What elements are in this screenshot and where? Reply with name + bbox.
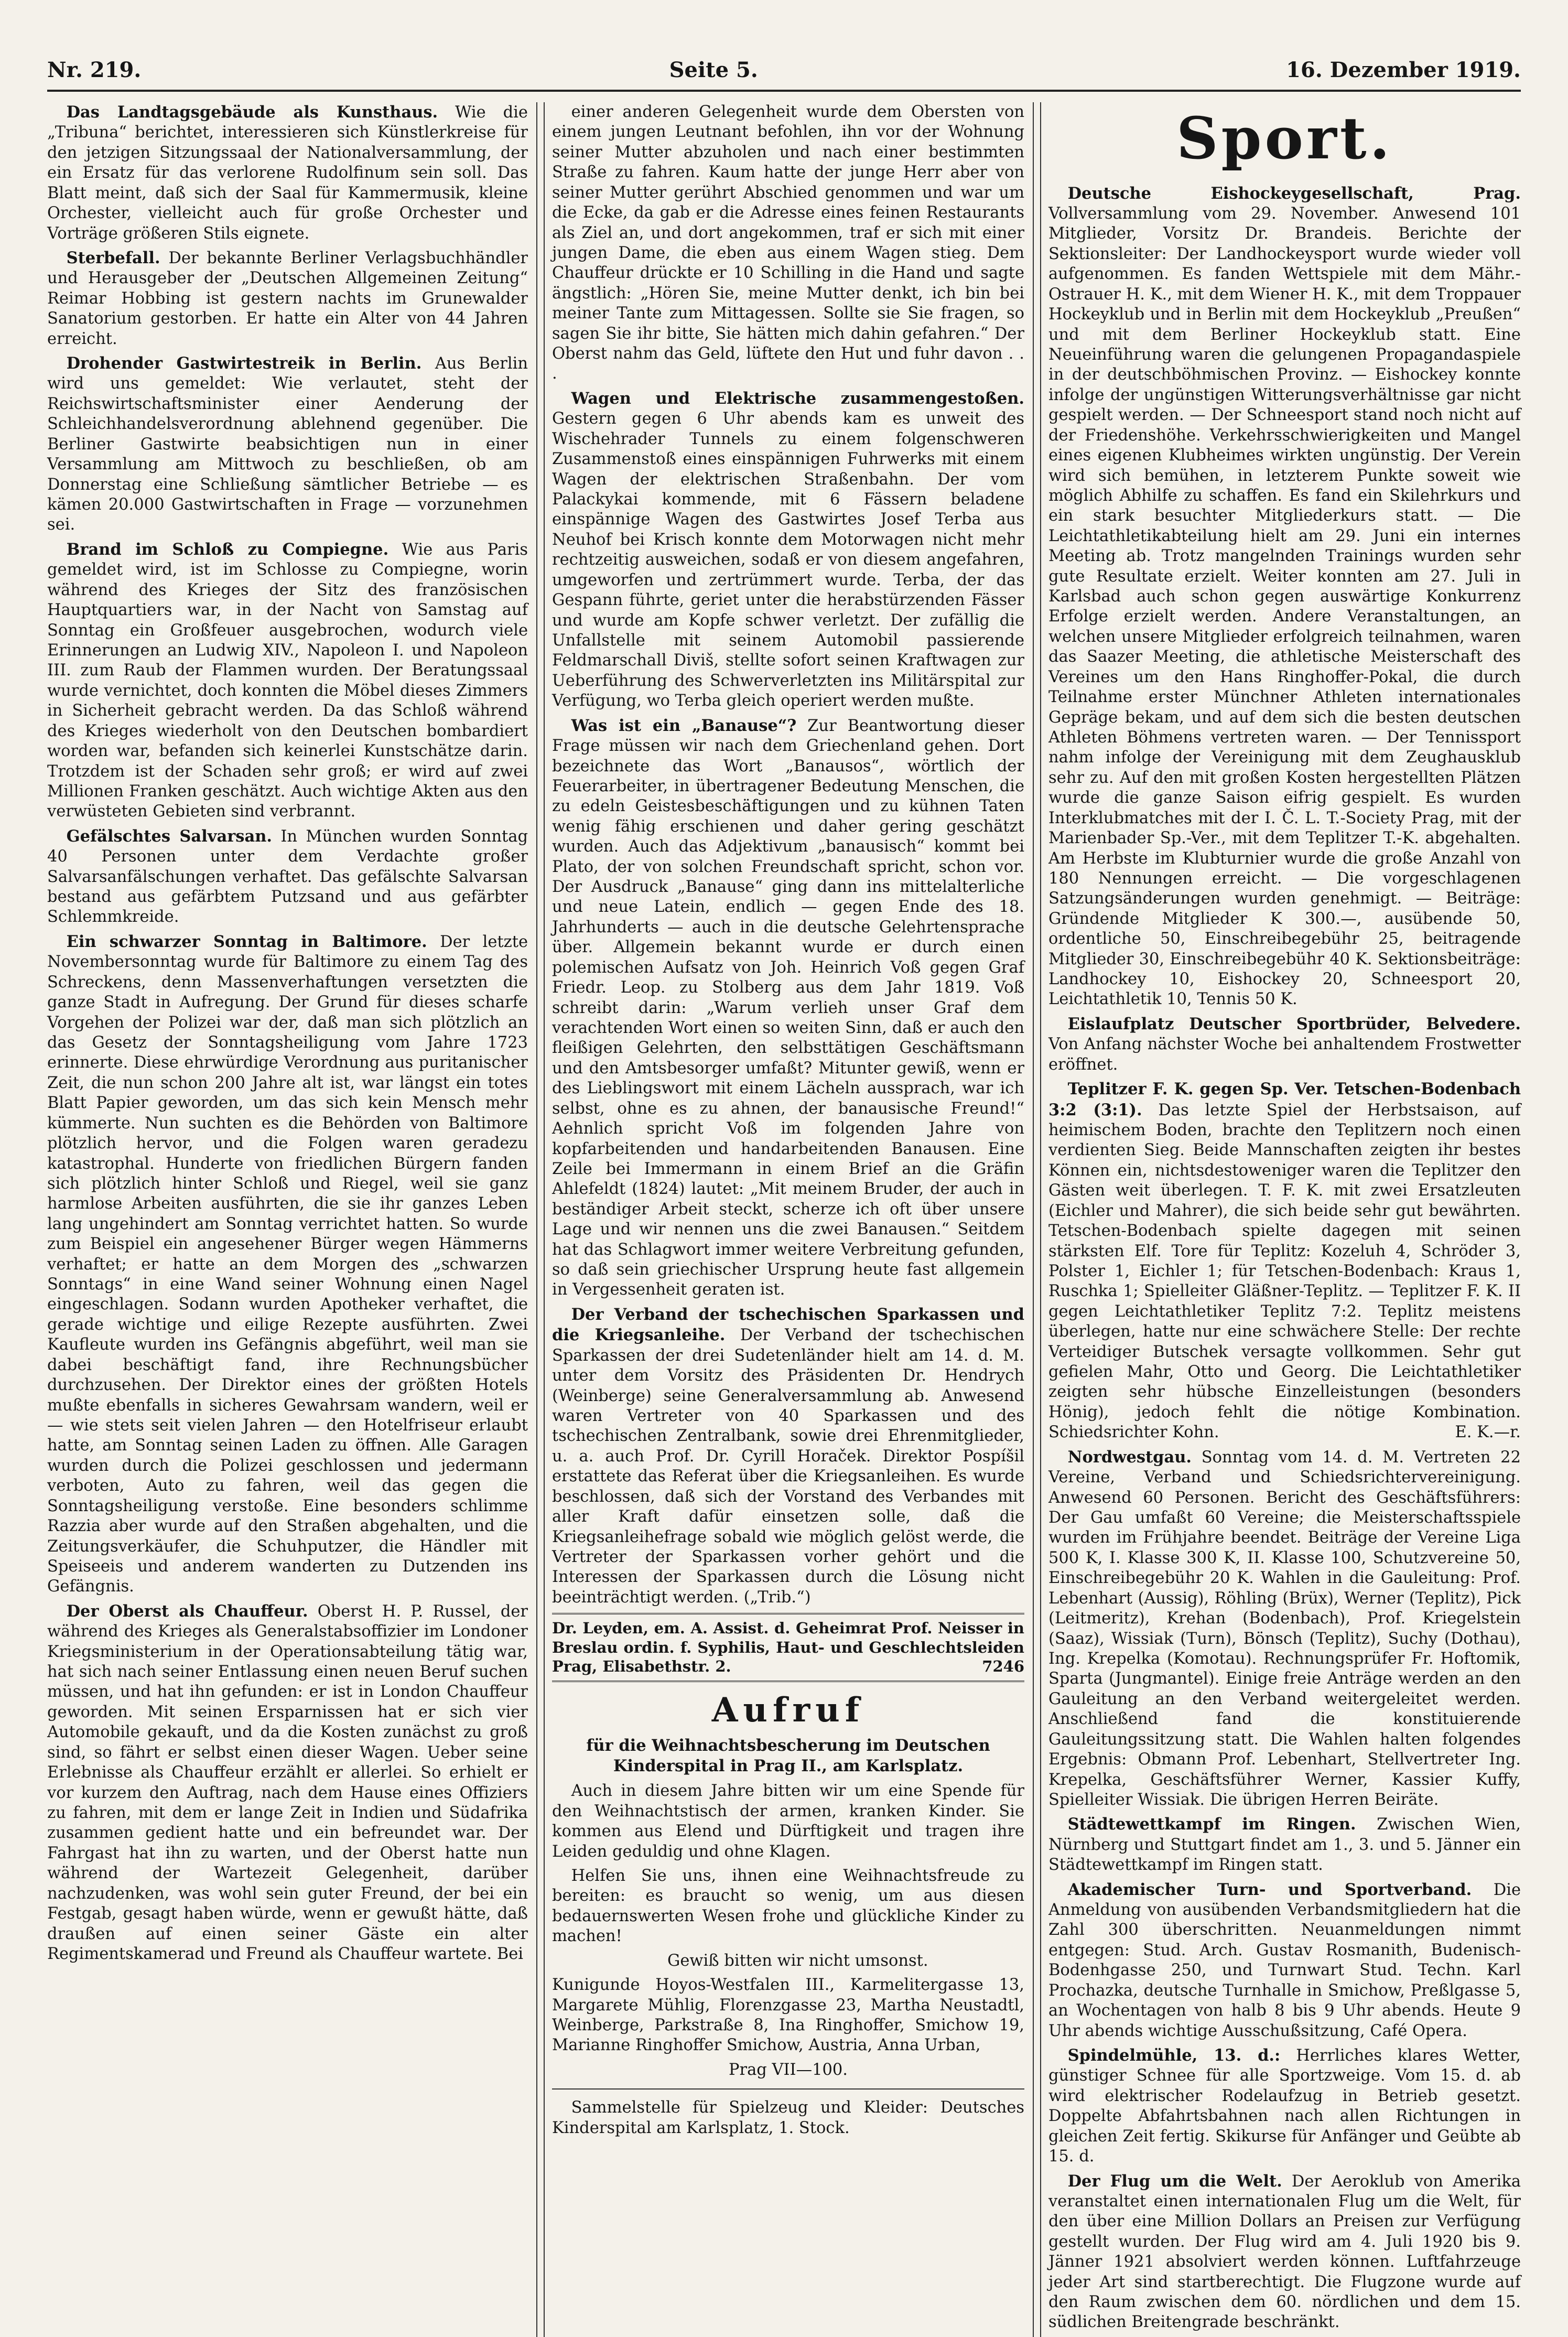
article-paragraph <box>1048 184 1521 1010</box>
column-right <box>1040 102 1521 2337</box>
article-heading: Der Oberst als Chauffeur. <box>66 1601 308 1621</box>
article-text: Zur Beantwortung dieser Frage müssen wir nach dem Griechenland gehen. Dort bezeichnete das Wort „Banausos“, wörtlich der Feuerarbeiter, in übertragener Bedeutung Menschen, die zu edeln Geistesbeschäftigungen und zu kühnen Taten wenig fähig erschienen und daher gering geschätzt wurden. Auch das Adjektivum „banausisch“ kommt bei Plato, der von solchen Freundschaft spricht, schon vor. Der Ausdruck „Banause“ ging dann ins mittelalterliche und neue Latein, endlich — gegen Ende des 18. Jahrhunderts — auch in die deutsche Gelehrtensprache über. Allgemein bekannt wurde er durch einen polemischen Aufsatz von Joh. Heinrich Voß gegen Graf Friedr. Leop. zu Stolberg aus dem Jahr 1819. Voß schreibt darin: „Warum verlieh unser Graf dem verachtenden Wort einen so weiten Sinn, daß er auch den fleißigen Gelehrten, den selbsttätigen Geschäftsmann und den Amtsbesorger umfaßt? Mitunter gewiß, wenn er des Lieblingswort mit einem Lächeln aussprach, war ich selbst, ohne es zu ahnen, der banausische Freund!“ Aehnlich spricht Voß im folgenden Jahre von kopfarbeitenden und handarbeitenden Banausen. Eine Zeile bei Immermann in einem Brief an die Gräfin Ahlefeldt (1824) lautet: „Mit meinem Bruder, der auch in beständiger Arbeit steckt, scherze ich oft über unsere Lage und wir nennen uns die zwei Banausen.“ Seitdem hat das Schlagwort immer weitere Verbreitung gefunden, so daß sein griechischer Ursprung heute fast allgemein in Vergessenheit geraten ist. <box>552 716 1024 1299</box>
article-text: In München wurden Sonntag 40 Personen unter dem Verdachte großer Salvarsanfälschungen verhaftet. Das gefälschte Salvarsan bestand aus gefärbtem Putzsand und aus gefärbter Schlemmkreide. <box>47 827 528 927</box>
appeal-subtitle: für die Weihnachtsbescherung im Deutschen Kinderspital in Prag II., am Karlsplatz. <box>586 1736 990 1775</box>
article-text: einer anderen Gelegenheit wurde dem Obersten von einem jungen Leutnant befohlen, ihn vor der Wohnung seiner Mutter abzuholen und nach einer bestimmten Straße zu fahren. Kaum hatte der junge Herr aber von seiner Mutter gerührt Abschied genommen und war um die Ecke, da gab er die Adresse eines feinen Restaurants als Ziel an, und dort angekommen, traf er sich mit einer jungen Dame, die eben aus einem Wagen stieg. Dem Chauffeur drückte er 10 Schilling in die Hand und sagte ängstlich: „Hören Sie, meine Mutter denkt, ich bin bei meiner Tante zum Mittagessen. Sollte sie Sie fragen, so sagen Sie ihr bitte, Sie hätten mich dahin gefahren.“ Der Oberst nahm das Geld, lüftete den Hut und fuhr davon . . . <box>552 103 1024 383</box>
sport-title: Sport. <box>1176 104 1393 172</box>
article-text: Das letzte Spiel der Herbstsaison, auf heimischem Boden, brachte den Teplitzern noch einen verdienten Sieg. Beide Mannschaften zeigten ihr bestes Können ein, nichtsdestoweniger waren die Teplitzer den Gästen weit überlegen. T. F. K. mit zwei Ersatzleuten (Eichler und Mahrer), die sich beide sehr gut bewährten. Tetschen-Bodenbach spielte dagegen mit seinen stärksten Elf. Tore für Teplitz: Kozeluh 4, Schröder 3, Polster 1, Eichler 1; für Tetschen-Bodenbach: Kraus 1, Ruschka 1; Spielleiter Gläßner-Teplitz. — Teplitzer F. K. II gegen Leichtathletiker Teplitz 7:2. Teplitz meistens überlegen, hatte nur eine schwächere Stelle: Der rechte Verteidiger Butschek versagte vollkommen. Sehr gut gefielen Mahr, Otto und Georg. Die Leichtathletiker zeigten sehr hübsche Einzelleistungen (besonders Hönig), jedoch fehlt die nötige Kombination. Schiedsrichter Kohn. <box>1048 1101 1521 1442</box>
article-text: Wie aus Paris gemeldet wird, ist im Schlosse zu Compiegne, worin während des Krieges der Sitz des französischen Hauptquartiers war, in der Nacht von Samstag auf Sonntag ein Großfeuer ausgebrochen, wodurch viele Erinnerungen an Ludwig XIV., Napoleon I. und Napoleon III. zum Raub der Flammen wurden. Der Beratungssaal wurde vernichtet, doch konnten die Möbel dieses Zimmers in Sicherheit gebracht werden. Da das Schloß während des Krieges wiederholt von den Deutschen bombardiert worden war, befanden sich keinerlei Kunstschätze darin. Trotzdem ist der Schaden sehr groß; er wird auf zwei Millionen Franken geschätzt. Auch wichtige Akten aus den verwüsteten Gebieten sind verbrannt. <box>47 540 528 821</box>
article-paragraph <box>1048 2171 1521 2333</box>
article-text: Der Verband der tschechischen Sparkassen der drei Sudetenländer hielt am 14. d. M. unter dem Vorsitz des Präsidenten Dr. Hendrych (Weinberge) seine Generalversammlung ab. Anwesend waren Vertreter von 40 Sparkassen und des tschechischen Zentralbank, sowie drei Ehrenmitglieder, u. a. auch Prof. Dr. Cyrill Horaček. Direktor Pospíšil erstattete das Referat über die Kriegsanleihen. Es wurde beschlossen, daß sich der Vorstand des Verbandes mit aller Kraft dafür einsetzen solle, daß die Kriegsanleihefrage sobald wie möglich gelöst werde, die Vertreter der Sparkassen vorher gehört und die Interessen der Sparkassen durch die Lösung nicht beeinträchtigt werden. („Trib.“) <box>552 1326 1024 1607</box>
issue-number: Nr. 219. <box>47 58 142 82</box>
article-heading: Akademischer Turn- und Sportverband. <box>1067 1880 1472 1899</box>
article-paragraph <box>1048 1014 1521 1075</box>
divider <box>552 2088 1024 2090</box>
appeal-paragraph: Auch in diesem Jahre bitten wir um eine Spende für den Weihnachtstisch der armen, kranken Kinder. Sie kommen aus Elend und Dürftigkeit und tragen ihre Leiden geduldig und ohne Klagen. <box>552 1782 1024 1861</box>
article-paragraph <box>47 102 528 244</box>
article-heading: Drohender Gastwirtestreik in Berlin. <box>66 354 422 373</box>
article-heading: Städtewettkampf im Ringen. <box>1067 1815 1356 1834</box>
article-paragraph <box>552 389 1024 712</box>
sport-articles <box>1048 184 1521 2333</box>
article-heading: Spindelmühle, 13. d.: <box>1067 2045 1281 2065</box>
appeal-title: Aufruf <box>711 1690 865 1730</box>
article-paragraph <box>47 826 528 928</box>
article-heading: Der Verband der tschechischen Sparkassen und die Kriegsanleihe. <box>552 1305 1024 1345</box>
article-text: Herrliches klares Wetter, günstiger Schnee für alle Sportzweige. Vom 15. d. ab wird elektrischer Rodelaufzug in Betrieb gesetzt. Doppelte Abfahrtsbahnen nach allen Richtungen in gleichen Zeit fertig. Skikurse für Anfänger und Geübte ab 15. d. <box>1048 2046 1521 2166</box>
doctor-ad <box>552 1613 1024 1682</box>
article-paragraph <box>1048 1880 1521 2041</box>
article-paragraph <box>1048 1079 1521 1443</box>
page-header <box>47 58 1521 92</box>
article-text: Der Aeroklub von Amerika veranstaltet einen internationalen Flug um die Welt, für den über eine Million Dollars an Preisen zur Verfügung gestellt wurden. Der Flug wird am 4. Juli 1920 bis 9. Jänner 1921 absolviert werden können. Luftfahrzeuge jeder Art sind startberechtigt. Die Flugzone wurde auf den Raum zwischen dem 60. nördlichen und dem 15. südlichen Breitengrade beschränkt. <box>1048 2172 1521 2332</box>
ad-number: 7246 <box>982 1657 1024 1676</box>
column-middle <box>544 102 1024 2337</box>
article-heading: Das Landtagsgebäude als Kunsthaus. <box>66 103 438 122</box>
article-text: Oberst H. P. Russel, der während des Krieges als Generalstabsoffizier im Londoner Kriegsministerium in der Operationsabteilung tätig war, hat sich nach seiner Entlassung einen neuen Beruf suchen müssen, und hat ihn gefunden: er ist in London Chauffeur geworden. Mit seinen Ersparnissen hat er sich vier Automobile gekauft, und da die Kosten zunächst zu groß sind, so fährt er selbst einen dieser Wagen. Ueber seine Erlebnisse als Chauffeur erzählt er allerlei. So erhielt er vor kurzem den Auftrag, nach dem Hause eines Offiziers zu fahren, mit dem er lange Zeit in Indien und Südafrika zusammen gedient hatte und ein befreundet war. Der Fahrgast hat ihn zu warten, und der Oberst hatte nun während der Wartezeit Gelegenheit, darüber nachzudenken, was wohl sein guter Freund, der bei ein Festgab, gesagt haben würde, wenn er gewußt hätte, daß draußen auf einen seiner Gäste ein alter Regimentskamerad und Freund als Chauffeur wartete. Bei <box>47 1602 528 1963</box>
article-heading: Gefälschtes Salvarsan. <box>66 826 272 846</box>
article-heading: Deutsche Eishockeygesellschaft, Prag. <box>1067 184 1521 203</box>
article-heading: Nordwestgau. <box>1067 1447 1192 1467</box>
column-left <box>47 102 528 2337</box>
appeal-signers: Kunigunde Hoyos-Westfalen III., Karmelitergasse 13, Margarete Mühlig, Florenzgasse 23, Martha Neustadtl, Weinberge, Parkstraße 8, Ina Ringhoffer, Smichow 19, Marianne Ringhoffer Smichow, Austria, Anna Urban, <box>552 1976 1024 2055</box>
article-paragraph <box>1048 1447 1521 1811</box>
appeal-paragraph: Helfen Sie uns, ihnen eine Weihnachtsfreude zu bereiten: es braucht so wenig, um aus diesen bedauernswerten Wesen frohe und glückliche Kinder zu machen! <box>552 1866 1024 1946</box>
article-text: Sonntag vom 14. d. M. Vertreten 22 Vereine, Verband und Schiedsrichtervereinigung. Anwesend 60 Personen. Bericht des Geschäftsführers: Der Gau umfaßt 60 Vereine; die Meisterschaftsspiele wurden im Frühjahre beendet. Beiträge der Vereine Liga 500 K, I. Klasse 300 K, II. Klasse 100, Schutzvereine 50, Einschreibegebühr 20 K. Wahlen in die Gauleitung: Prof. Lebenhart (Aussig), Röhling (Brüx), Werner (Teplitz), Pick (Leitmeritz), Krehan (Bodenbach), Prof. Kriegelstein (Saaz), Wissiak (Turn), Bönsch (Teplitz), Suchy (Dothau), Ing. Krepelka (Komotau). Rechnungsprüfer Fr. Hoftomik, Sparta (Jungmantel). Einige freie Anträge werden an den Gauleitung an den Verband weitergeleitet werden. Anschließend fand die konstituierende Gauleitungssitzung statt. Die Wahlen halten folgendes Ergebnis: Obmann Prof. Lebenhart, Stellvertreter Ing. Krepelka, Geschäftsführer Werner, Kassier Kuffy, Spielleiter Wissiak. Die übrigen Herren Beiräte. <box>1048 1448 1521 1809</box>
appeal-paragraph: Gewiß bitten wir nicht umsonst. <box>667 1951 928 1970</box>
article-text: Gestern gegen 6 Uhr abends kam es unweit des Wischehrader Tunnels zu einem folgenschweren Zusammenstoß eines einspännigen Fuhrwerks mit einem Wagen der elektrischen Straßenbahn. Der vom Palackykai kommende, mit 6 Fässern beladene einspännige Wagen des Gastwirtes Josef Terba aus Neuhof bei Krisch konnte dem Motorwagen nicht mehr rechtzeitig ausweichen, sodaß er von diesem angefahren, umgeworfen und zertrümmert wurde. Terba, der das Gespann führte, geriet unter die herabstürzenden Fässer und wurde am Kopfe schwer verletzt. Der zufällig die Unfallstelle mit seinem Automobil passierende Feldmarschall Diviš, stellte sofort seinen Kraftwagen zur Ueberführung des Schwerverletzten ins Militärspital zur Verfügung, wo Terba gleich operiert werden mußte. <box>552 410 1024 710</box>
article-heading: Brand im Schloß zu Compiegne. <box>66 540 389 559</box>
article-paragraph <box>47 248 528 349</box>
article-paragraph <box>47 1601 528 1965</box>
article-heading: Eislaufplatz Deutscher Sportbrüder, Belvedere. <box>1067 1014 1521 1033</box>
article-paragraph <box>1048 1814 1521 1875</box>
article-text: Die Anmeldung von ausübenden Verbandsmitgliedern hat die Zahl 300 überschritten. Neuanmeldungen nimmt entgegen: Stud. Arch. Gustav Rosmanith, Budenisch-Bodenhgasse 250, und Turnwart Stud. Techn. Karl Prochazka, deutsche Turnhalle in Smichow, Preßlgasse 5, an Wochentagen von halb 8 bis 9 Uhr abends. Heute 9 Uhr abends wichtige Ausschußsitzung, Café Opera. <box>1048 1880 1521 2040</box>
article-text: Der letzte Novembersonntag wurde für Baltimore zu einem Tag des Schreckens, denn Massenverhaftungen versetzten die ganze Stadt in Aufregung. Der Grund für dieses scharfe Vorgehen der Polizei war der, daß man sich plötzlich an das Gesetz der Sonntagsheiligung vom Jahre 1723 erinnerte. Diese ehrwürdige Verordnung aus puritanischer Zeit, die nun schon 200 Jahre alt ist, war längst ein totes Blatt Papier geworden, um das sich kein Mensch mehr kümmerte. Nun suchten es die Behörden von Baltimore plötzlich hervor, und die Folgen waren geradezu katastrophal. Hunderte von friedlichen Bürgern fanden sich plötzlich hinter Schloß und Riegel, weil sie ganz harmlose Arbeiten ausführten, die sie ihr ganzes Leben lang ungehindert am Sonntag verrichtet hatten. So wurde zum Beispiel ein angesehener Bürger wegen Hämmerns verhaftet; er hatte an dem Morgen des „schwarzen Sonntags“ in eine Wand seiner Wohnung einen Nagel eingeschlagen. Sodann wurden Apotheker verhaftet, die gerade wichtige und eilige Rezepte ausführten. Zwei Kaufleute wurden ins Gefängnis abgeführt, weil man sie dabei beschäftigt fand, ihre Rechnungsbücher durchzusehen. Der Direktor eines der größten Hotels mußte ebenfalls in sicheres Gewahrsam wandern, weil er — wie stets seit vielen Jahren — den Hotelfriseur erlaubt hatte, am Sonntag seinen Laden zu öffnen. Alle Garagen wurden durch die Polizei geschlossen und jedermann verboten, Auto zu fahren, weil das gegen die Sonntagsheiligung verstoße. Eine besonders schlimme Razzia aber wurde auf den Straßen abgehalten, und die Zeitungsverkäufer, die Schuhputzer, die Händler mit Speiseeis und anderem wanderten zu Dutzenden ins Gefängnis. <box>47 932 528 1596</box>
article-heading: Der Flug um die Welt. <box>1067 2171 1282 2191</box>
article-paragraph <box>47 540 528 822</box>
ad-text: Dr. Leyden, em. A. Assist. d. Geheimrat Prof. Neisser in Breslau ordin. f. Syphilis, Haut- und Geschlechtsleiden Prag, Elisabethstr. 2. <box>552 1619 1024 1676</box>
article-heading: Wagen und Elektrische zusammengestoßen. <box>571 389 1024 408</box>
article-text: Aus Berlin wird uns gemeldet: Wie verlautet, steht der Reichswirtschaftsminister einer Aenderung der Schleichhandelsverordnung ablehnend gegenüber. Die Berliner Gastwirte beabsichtigen nun in einer Versammlung am Mittwoch zu beschließen, ob am Donnerstag eine Schließung sämtlicher Betriebe — es kämen 20.000 Gastwirtschaften in Frage — vorzunehmen sei. <box>47 354 528 534</box>
appeal <box>552 1689 1024 2138</box>
article-heading: Teplitzer F. K. gegen Sp. Ver. Tetschen-Bodenbach 3:2 (3:1). <box>1048 1080 1521 1119</box>
article-heading: Sterbefall. <box>66 248 160 267</box>
appeal-city: Prag VII—100. <box>728 2060 848 2079</box>
middle-articles <box>552 102 1024 1608</box>
article-text: Von Anfang nächster Woche bei anhaltendem Frostwetter eröffnet. <box>1048 1035 1521 1074</box>
article-text: Wie die „Tribuna“ berichtet, interessieren sich Künstlerkreise für den jetzigen Sitzungssaal der Nationalversammlung, der ein Ersatz für das verlorene Rudolfinum sein soll. Das Blatt meint, daß sich der Saal für Kammermusik, kleine Orchester, vielleicht auch für große Orchester und Vorträge größeren Stils eignete. <box>47 103 528 243</box>
article-paragraph <box>552 102 1024 384</box>
appeal-footer: Sammelstelle für Spielzeug und Kleider: Deutsches Kinderspital am Karlsplatz, 1. Stock. <box>552 2098 1024 2137</box>
article-paragraph <box>552 1305 1024 1608</box>
article-paragraph <box>47 932 528 1597</box>
article-paragraph <box>1048 2045 1521 2167</box>
columns <box>47 102 1521 2332</box>
article-text: Zwischen Wien, Nürnberg und Stuttgart findet am 1., 3. und 5. Jänner ein Städtewettkampf im Ringen statt. <box>1048 1815 1521 1875</box>
article-text: Der bekannte Berliner Verlagsbuchhändler und Herausgeber der „Deutschen Allgemeinen Zeitung“ Reimar Hobbing ist gestern nachts im Grunewalder Sanatorium gestorben. Er hatte ein Alter von 44 Jahren erreicht. <box>47 249 528 348</box>
article-heading: Was ist ein „Banause“? <box>571 716 797 735</box>
article-heading: Ein schwarzer Sonntag in Baltimore. <box>66 932 427 951</box>
page-number: Seite 5. <box>669 58 758 82</box>
article-signature: E. K.—r. <box>1455 1423 1521 1442</box>
article-text: Vollversammlung vom 29. November. Anwesend 101 Mitglieder, Vorsitz Dr. Brandeis. Berichte der Sektionsleiter: Der Landhockeysport wurde wieder voll aufgenommen. Es fanden Wettspiele mit dem Mähr.-Ostrauer H. K., mit dem Wiener H. K., mit dem Troppauer Hockeyklub und in Berlin mit dem Hockeyklub „Preußen“ und mit dem Berliner Hockeyklub statt. Eine Neueinführung waren die gelungenen Propagandaspiele in der deutschböhmischen Provinz. — Eishockey konnte infolge der ungünstigen Witterungsverhältnisse gar nicht gespielt werden. — Der Schneesport stand noch nicht auf der Friedenshöhe. Verkehrsschwierigkeiten und Mangel eines eigenen Klubheimes wirkten ungünstig. Der Verein wird sich bemühen, in letzterem Punkte soweit wie möglich Abhilfe zu schaffen. Es fand ein Skilehrkurs und ein stark besuchter Mitgliederkurs statt. — Die Leichtathletikabteilung hielt am 29. Juni ein internes Meeting ab. Trotz mangelnden Trainings wurden sehr gute Resultate erzielt. Weiter konnten am 27. Juli in Karlsbad auch schon gegen auswärtige Konkurrenz Erfolge erzielt werden. Andere Veranstaltungen, an welchen unsere Mitglieder erfolgreich teilnahmen, waren das Saazer Meeting, die athletische Meisterschaft des Vereines um den Hans Ringhoffer-Pokal, die durch Teilnahme erster Münchner Athleten internationales Gepräge bekam, und auf dem sich die besten deutschen Athleten Böhmens vertreten waren. — Der Tennissport nahm infolge der Vereinigung mit dem Zeughausklub sehr zu. Auf den mit großen Kosten hergestellten Plätzen wurde die ganze Saison eifrig gespielt. Es wurden Interklubmatches mit der I. Č. L. T.-Society Prag, mit der Marienbader Sp.-Ver., mit dem Teplitzer T.-K. abgehalten. Am Herbste im Klubturnier wurde die große Anzahl von 180 Nennungen erreicht. — Die vorgeschlagenen Satzungsänderungen wurden genehmigt. — Beiträge: Gründende Mitglieder K 300.—, ausübende 50, ordentliche 50, Einschreibegebühr 25, beitragende Mitglieder 30, Einschreibegebühr 40 K. Sektionsbeiträge: Landhockey 10, Eishockey 20, Schneesport 20, Leichtathletik 10, Tennis 50 K. <box>1048 204 1521 1009</box>
issue-date: 16. Dezember 1919. <box>1286 58 1521 82</box>
article-paragraph <box>47 353 528 535</box>
article-paragraph <box>552 716 1024 1300</box>
